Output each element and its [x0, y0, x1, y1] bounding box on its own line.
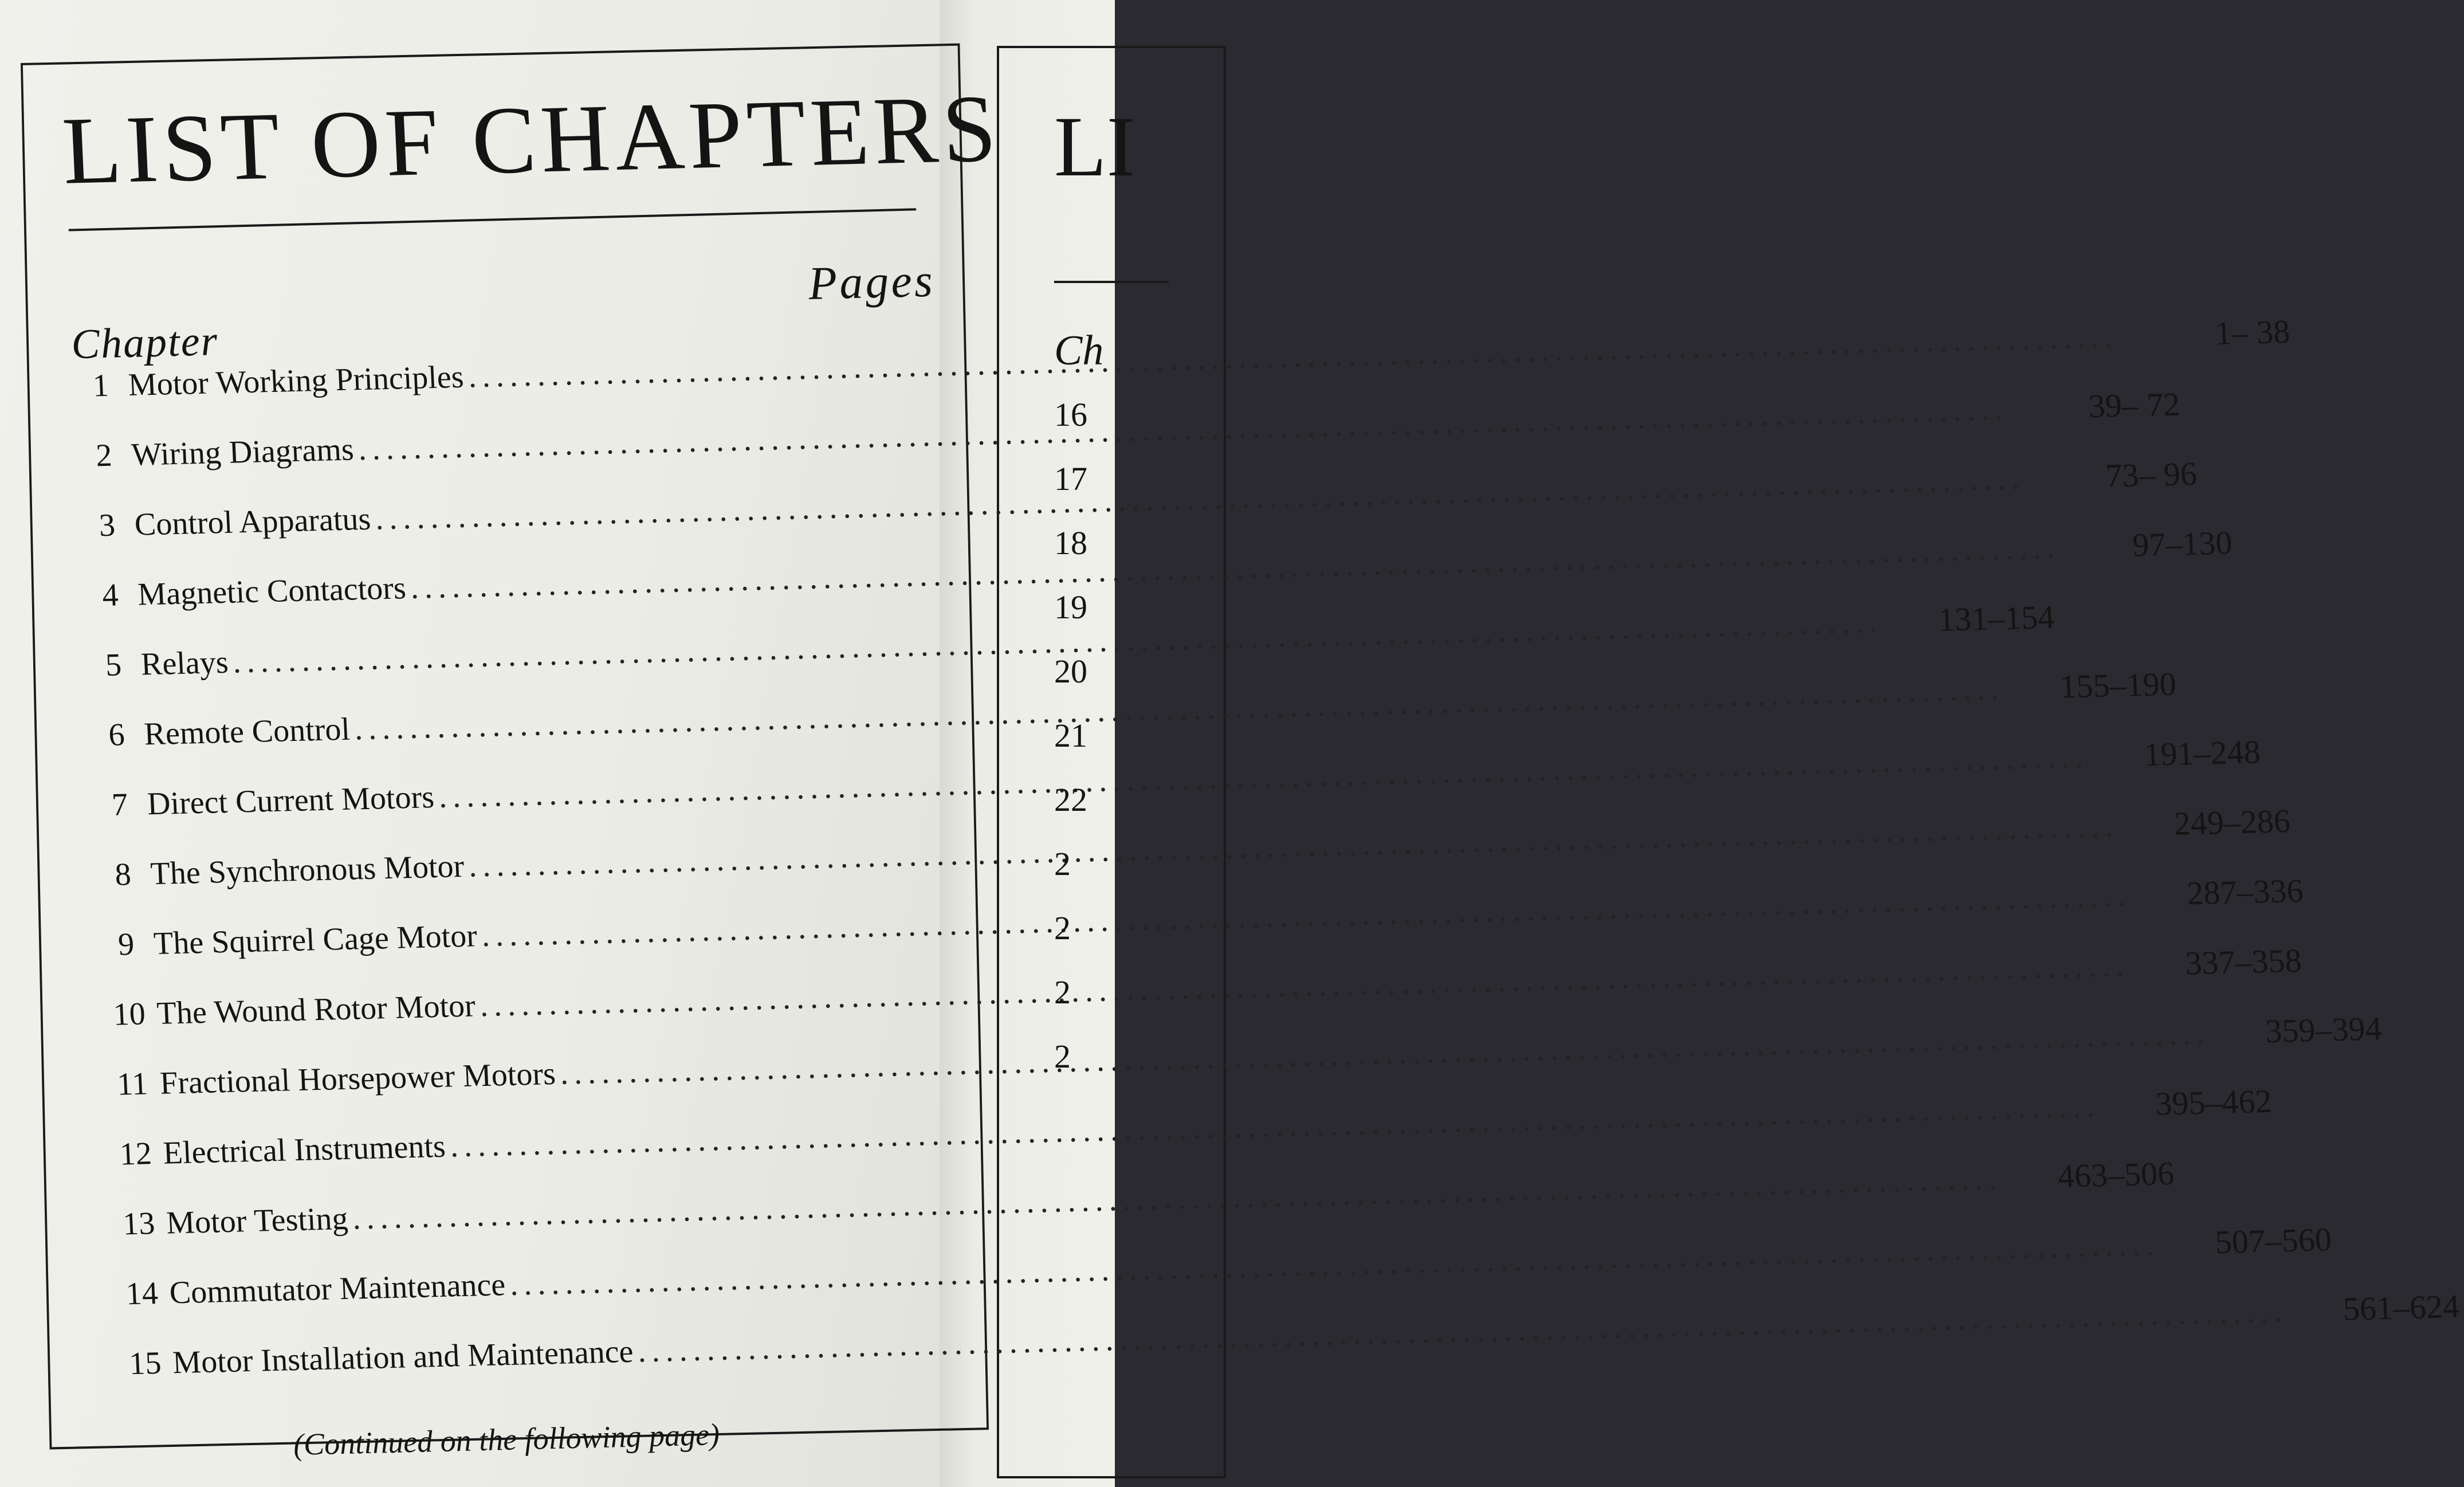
right-title-underline [1054, 281, 1169, 283]
page-range: 561–624 [2342, 1287, 2461, 1328]
chapter-title: Direct Current Motors [146, 779, 435, 822]
page-range: 191–248 [2143, 733, 2261, 774]
page-range: 337–358 [2184, 941, 2302, 982]
chapter-number: 13 [121, 1206, 156, 1242]
page-range: 507–560 [2214, 1221, 2333, 1261]
chapter-title: Motor Installation and Maintenance [171, 1333, 634, 1381]
right-chapter-number: 2 [1054, 1038, 1071, 1075]
chapter-number: 10 [112, 996, 147, 1033]
right-chapter-header: Ch [1054, 327, 1104, 374]
dot-leader [467, 318, 2119, 395]
right-chapter-number: 19 [1054, 588, 1087, 626]
chapter-title: Electrical Instruments [162, 1128, 447, 1171]
chapter-number: 9 [117, 926, 135, 963]
chapter-number: 4 [101, 577, 119, 614]
right-chapter-number: 22 [1054, 781, 1087, 818]
right-chapter-number: 2 [1054, 845, 1071, 882]
right-chapter-number: 21 [1054, 717, 1087, 754]
page-range: 287–336 [2186, 872, 2304, 912]
page-range: 463–506 [2057, 1154, 2175, 1195]
right-chapter-number: 18 [1054, 524, 1087, 562]
chapter-number: 12 [119, 1136, 153, 1172]
chapter-number: 3 [98, 507, 116, 544]
page-range: 155–190 [2059, 665, 2177, 705]
right-chapter-number: 2 [1054, 909, 1071, 947]
page-title: LIST OF CHAPTERS [60, 74, 1003, 205]
page-range: 131–154 [1937, 598, 2056, 638]
right-chapter-numbers [1054, 395, 1087, 1101]
chapter-number: 7 [111, 787, 129, 823]
continued-note: (Continued on the following page) [292, 1417, 721, 1462]
right-chapter-number: 2 [1054, 974, 1071, 1011]
chapter-title: The Squirrel Cage Motor [152, 918, 478, 962]
chapter-title: Fractional Horsepower Motors [159, 1056, 557, 1101]
chapter-number: 6 [108, 717, 125, 753]
chapter-number: 2 [95, 437, 113, 474]
chapter-title: Magnetic Contactors [137, 570, 407, 613]
page-range: 73– 96 [2104, 454, 2198, 495]
chapter-number: 1 [92, 367, 110, 404]
chapter-title: Wiring Diagrams [131, 431, 355, 473]
chapter-title: Relays [140, 644, 229, 682]
right-chapter-number: 17 [1054, 460, 1087, 497]
chapter-number: 5 [104, 647, 123, 684]
right-page-title: LI [1054, 99, 1135, 194]
right-chapter-number: 16 [1054, 396, 1087, 433]
chapter-number: 14 [125, 1275, 159, 1312]
chapter-title: Motor Testing [165, 1200, 349, 1241]
chapter-title: Control Apparatus [133, 501, 372, 543]
title-underline [68, 208, 916, 231]
chapter-title: The Wound Rotor Motor [156, 988, 477, 1031]
page-range: 359–394 [2264, 1010, 2383, 1050]
chapter-title: Motor Working Principles [127, 359, 465, 403]
chapter-title: Remote Control [143, 711, 351, 752]
page-range: 395–462 [2154, 1082, 2273, 1123]
pages-column-header: Pages [807, 254, 936, 309]
chapter-number: 15 [128, 1345, 162, 1382]
chapter-title: The Synchronous Motor [150, 848, 465, 892]
page-range: 1– 38 [2214, 312, 2291, 352]
chapter-column-header: Chapter [70, 317, 219, 368]
chapter-number: 11 [116, 1066, 149, 1103]
page-range: 39– 72 [2088, 385, 2181, 425]
page-range: 97–130 [2131, 524, 2233, 564]
chapter-title: Commutator Maintenance [168, 1267, 506, 1311]
right-chapter-number: 20 [1054, 653, 1087, 690]
chapter-number: 8 [114, 857, 132, 893]
page-range: 249–286 [2173, 802, 2292, 842]
